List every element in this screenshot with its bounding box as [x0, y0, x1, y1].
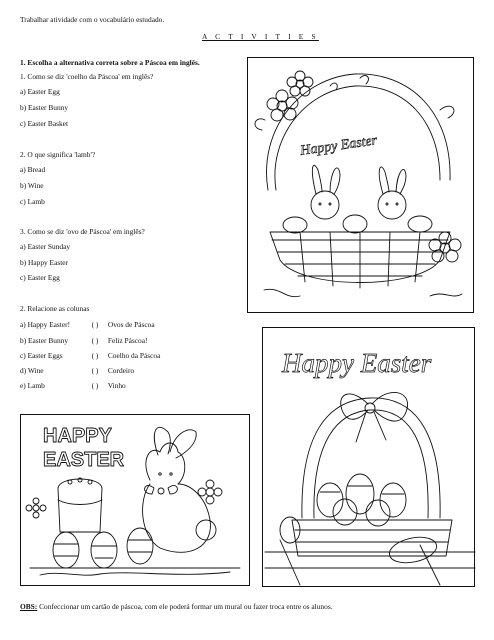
question-2-option-a: a) Bread [20, 165, 46, 174]
match-left-item: c) Easter Eggs [20, 351, 63, 360]
instruction-text: Trabalhar atividade com o vocabulário estudado. [20, 15, 165, 24]
page-title: A C T I V I T I E S [202, 32, 319, 41]
match-right-item: Coelho da Páscoa [107, 351, 161, 360]
match-left-item: d) Wine [20, 366, 44, 375]
question-3-prompt: 3. Como se diz 'ovo de Páscoa' em inglês? [20, 227, 145, 236]
easter-basket-illustration [265, 348, 475, 585]
match-left-item: a) Happy Easter! [20, 320, 71, 329]
question-2-prompt: 2. O que significa 'lamb'? [20, 150, 96, 159]
bunny-greeting-line1: HAPPY [43, 425, 112, 447]
match-right-item: Vinho [107, 381, 126, 390]
question-1-option-b: b) Easter Bunny [20, 103, 69, 112]
match-blank[interactable]: ( ) [91, 336, 99, 345]
question-3-option-a: a) Easter Sunday [20, 242, 71, 251]
easter-bunny-illustration [26, 425, 240, 575]
obs-label: OBS: [20, 602, 38, 611]
wreath-greeting: Happy Easter [299, 133, 379, 159]
bunny-greeting-line2: EASTER [43, 449, 125, 471]
flower-icon [26, 498, 46, 518]
flower-icon [267, 90, 298, 121]
match-left-item: e) Lamb [20, 381, 45, 390]
question-1-option-a: a) Easter Egg [20, 87, 60, 96]
question-2-option-c: c) Lamb [20, 197, 45, 206]
easter-wreath-illustration [255, 71, 462, 297]
basket-greeting: Happy Easter [282, 348, 432, 378]
flower-icon [287, 71, 313, 96]
match-right-item: Ovos de Páscoa [107, 320, 155, 329]
question-2-option-b: b) Wine [20, 181, 44, 190]
obs-text: Confeccionar um cartão de páscoa, com ele poderá formar um mural ou fazer troca entre os alunos. [37, 602, 333, 611]
bow-icon [341, 392, 408, 442]
match-blank[interactable]: ( ) [91, 351, 99, 360]
match-blank[interactable]: ( ) [91, 381, 99, 390]
match-blank[interactable]: ( ) [91, 366, 99, 375]
question-3-option-b: b) Happy Easter [20, 258, 69, 267]
match-blank[interactable]: ( ) [91, 320, 99, 329]
bow-icon [145, 486, 178, 494]
match-right-item: Feliz Páscoa! [107, 336, 148, 345]
section1-heading: 1. Escolha a alternativa correta sobre a Páscoa em inglês. [20, 58, 200, 67]
match-left-item: b) Easter Bunny [20, 336, 69, 345]
question-1-prompt: 1. Como se diz 'coelho da Páscoa' em inglês? [20, 72, 154, 81]
footer-note [20, 603, 333, 610]
match-right-item: Cordeiro [107, 366, 135, 375]
question-1-option-c: c) Easter Basket [20, 119, 69, 128]
question-3-option-c: c) Easter Egg [20, 273, 60, 282]
flower-icon [198, 480, 222, 504]
section2-heading: 2. Relacione as colunas [20, 304, 90, 313]
